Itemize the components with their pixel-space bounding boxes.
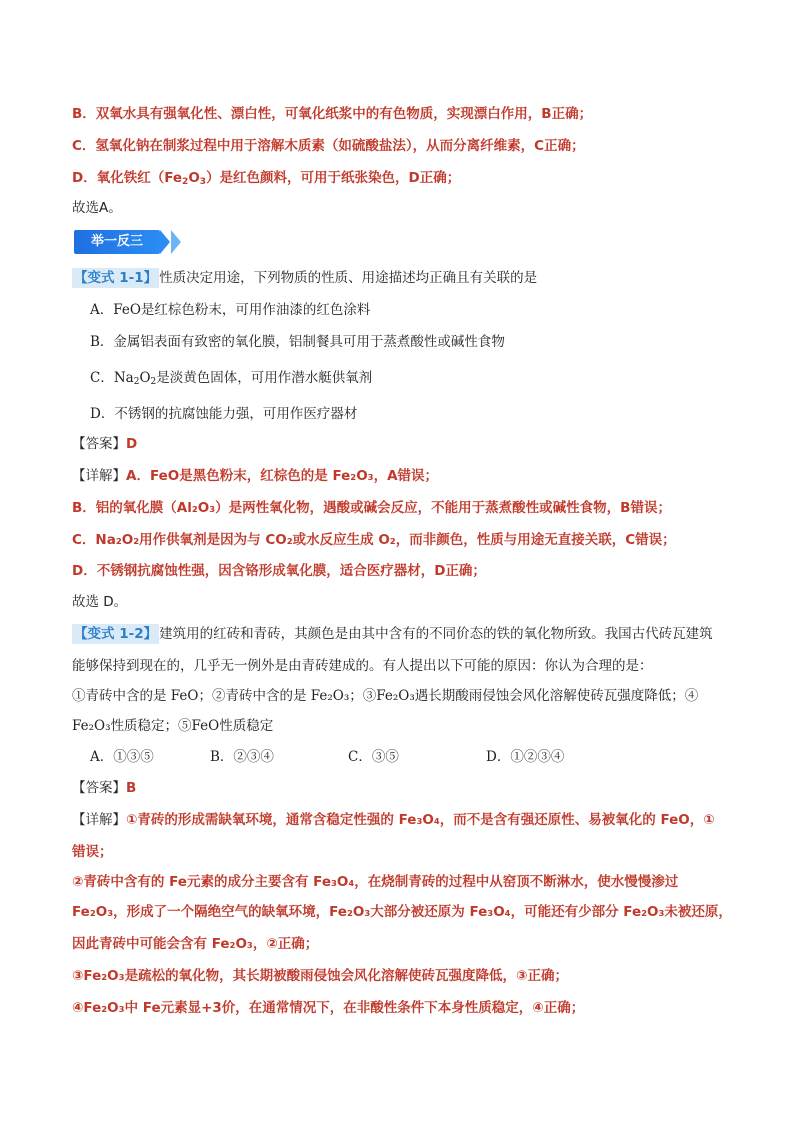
chevron-right-icon <box>160 230 170 254</box>
banner-label: 举一反三 <box>74 230 160 254</box>
question-1-1-stem: 【变式 1-1】 性质决定用途，下列物质的性质、用途描述均正确且有关联的是 <box>74 270 538 286</box>
option-d: D．不锈钢的抗腐蚀能力强，可用作医疗器材 <box>90 406 358 422</box>
question-1-2-stem-4: Fe₂O₃性质稳定；⑤FeO性质稳定 <box>72 718 274 734</box>
option-a: A．FeO是红棕色粉末，可用作油漆的红色涂料 <box>90 302 371 318</box>
question-1-2-stem-3: ①青砖中含的是 FeO；②青砖中含的是 Fe₂O₃；③Fe₂O₃遇长期酸雨侵蚀会风化溶解使砖瓦强度降低；④ <box>72 688 699 704</box>
prev-conclusion: 故选A。 <box>72 200 122 216</box>
prev-solution-b: B．双氧水具有强氧化性、漂白性，可氧化纸浆中的有色物质，实现漂白作用，B正确； <box>72 106 593 122</box>
q2-detail-3: ③Fe₂O₃是疏松的氧化物，其长期被酸雨侵蚀会风化溶解使砖瓦强度降低，③正确； <box>72 968 568 984</box>
variant-tag: 【变式 1-1】 <box>74 270 158 286</box>
prev-solution-d: D．氧化铁红$(Fe_2O_3)$是红色颜料，可用于纸张染色，D正确； <box>72 170 461 187</box>
detail-c: C．Na₂O₂用作供氧剂是因为与 CO₂或水反应生成 O₂，而非颜色，性质与用途无直接关联，C错误； <box>72 532 676 548</box>
variant-tag: 【变式 1-2】 <box>74 626 158 642</box>
q2-detail-4: ④Fe₂O₃中 Fe元素显+3价，在通常情况下，在非酸性条件下本身性质稳定，④正确； <box>72 1000 585 1016</box>
answer-line: 【答案】D <box>72 436 138 452</box>
detail-b: B．铝的氧化膜（Al₂O₃）是两性氧化物，遇酸或碱会反应，不能用于蒸煮酸性或碱性食物，B错误； <box>72 500 671 516</box>
option-b: B．金属铝表面有致密的氧化膜，铝制餐具可用于蒸煮酸性或碱性食物 <box>90 334 505 350</box>
q2-detail-1a: 【详解】①青砖的形成需缺氧环境，通常含稳定性强的 Fe₃O₄，而不是含有强还原性、易被氧化的 FeO，① <box>72 812 715 828</box>
detail-a: 【详解】A．FeO是黑色粉末，红棕色的是 Fe₂O₃，A错误； <box>72 468 439 484</box>
option-c: C．$Na_2O_2$是淡黄色固体，可用作潜水艇供氧剂 <box>90 370 373 387</box>
q2-option-d: D．①②③④ <box>486 749 565 765</box>
q2-option-b: B．②③④ <box>210 749 274 765</box>
prev-solution-c: C．氢氧化钠在制浆过程中用于溶解木质素（如硫酸盐法），从而分离纤维素，C正确； <box>72 138 585 154</box>
q2-answer-line: 【答案】B <box>72 780 137 796</box>
chevron-right-icon <box>171 230 181 254</box>
q2-detail-2a: ②青砖中含有的 Fe元素的成分主要含有 Fe₃O₄，在烧制青砖的过程中从窑顶不断淋水，使水慢慢渗过 <box>72 874 679 890</box>
question-1-2-stem-2: 能够保持到现在的，几乎无一例外是由青砖建成的。有人提出以下可能的原因：你认为合理的是： <box>72 658 653 674</box>
q2-detail-2c: 因此青砖中可能会含有 Fe₂O₃，②正确； <box>72 936 319 952</box>
q2-detail-1b: 错误； <box>72 844 113 860</box>
detail-d: D．不锈钢抗腐蚀性强，因含铬形成氧化膜，适合医疗器材，D正确； <box>72 563 486 579</box>
question-1-2-stem: 【变式 1-2】 建筑用的红砖和青砖，其颜色是由其中含有的不同价态的铁的氧化物所致。我国古代砖瓦建筑 <box>74 626 713 642</box>
section-banner <box>74 230 184 254</box>
q2-option-c: C．③⑤ <box>348 749 399 765</box>
q1-conclusion: 故选 D。 <box>72 594 128 610</box>
q2-detail-2b: Fe₂O₃，形成了一个隔绝空气的缺氧环境，Fe₂O₃大部分被还原为 Fe₃O₄，可能还有少部分 Fe₂O₃未被还原， <box>72 904 732 920</box>
q2-option-a: A．①③⑤ <box>90 749 154 765</box>
